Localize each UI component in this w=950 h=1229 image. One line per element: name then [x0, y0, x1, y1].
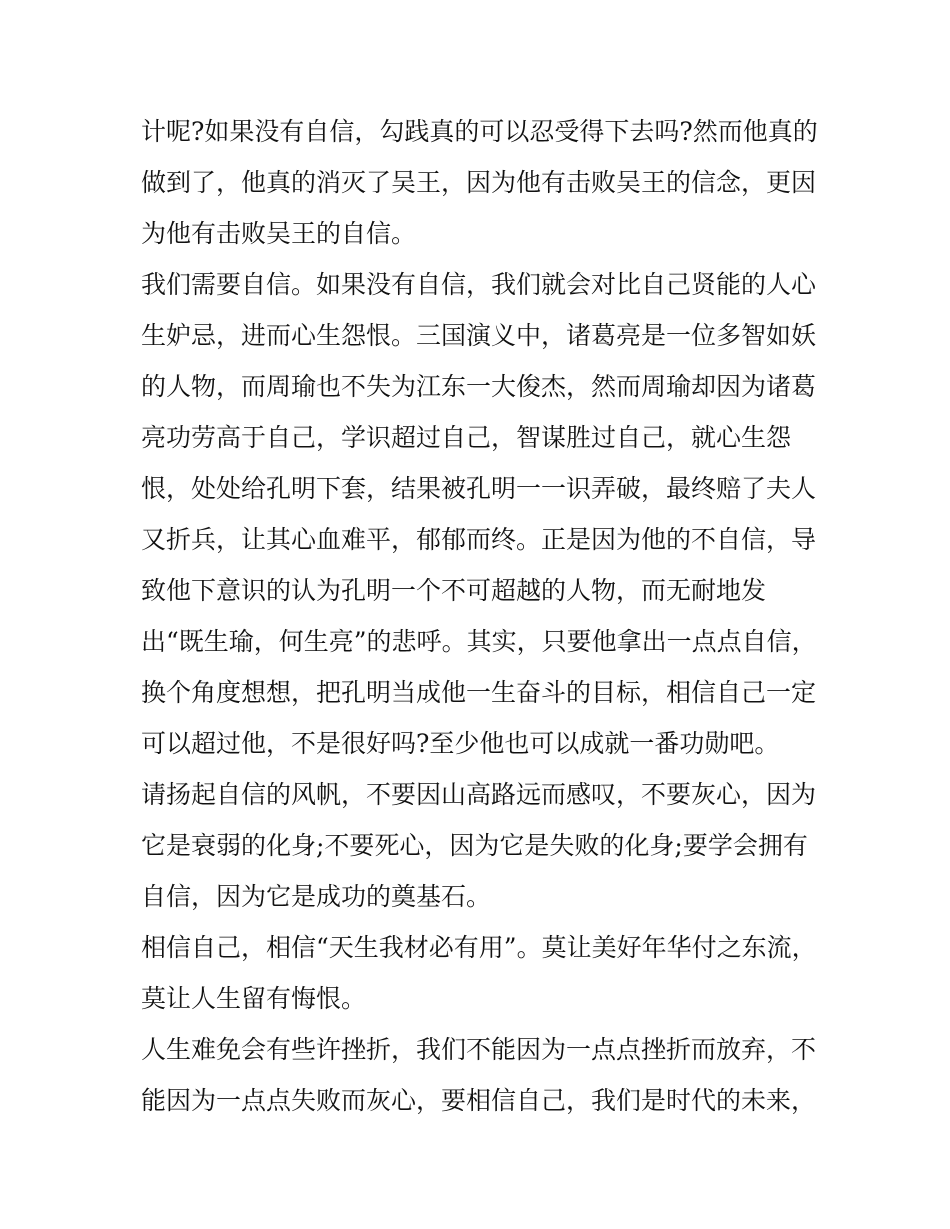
text-line: 亮功劳高于自己，学识超过自己，智谋胜过自己，就心生怨 [141, 423, 792, 452]
document-body [141, 106, 831, 1126]
text-line: 出“既生瑜，何生亮”的悲呼。其实，只要他拿出一点点自信， [141, 627, 817, 656]
text-line: 相信自己，相信“天生我材必有用”。莫让美好年华付之东流， [141, 933, 817, 962]
text-line: 恨，处处给孔明下套，结果被孔明一一识弄破，最终赔了夫人 [141, 474, 817, 503]
text-line: 的人物，而周瑜也不失为江东一大俊杰，然而周瑜却因为诸葛 [141, 372, 817, 401]
text-line: 换个角度想想，把孔明当成他一生奋斗的目标，相信自己一定 [141, 678, 817, 707]
text-line: 自信，因为它是成功的奠基石。 [141, 882, 492, 911]
text-line: 为他有击败吴王的自信。 [141, 219, 417, 248]
text-line: 能因为一点点失败而灰心，要相信自己，我们是时代的未来， [141, 1086, 817, 1115]
text-line: 我们需要自信。如果没有自信，我们就会对比自己贤能的人心 [141, 270, 817, 299]
text-line: 致他下意识的认为孔明一个不可超越的人物，而无耐地发 [141, 576, 767, 605]
text-line: 可以超过他，不是很好吗?至少他也可以成就一番功勋吧。 [141, 729, 780, 758]
text-line: 生妒忌，进而心生怨恨。三国演义中，诸葛亮是一位多智如妖 [141, 321, 817, 350]
text-line: 莫让人生留有悔恨。 [141, 984, 367, 1013]
text-line: 做到了，他真的消灭了吴王，因为他有击败吴王的信念，更因 [141, 168, 817, 197]
text-line: 又折兵，让其心血难平，郁郁而终。正是因为他的不自信，导 [141, 525, 817, 554]
text-line: 它是衰弱的化身;不要死心，因为它是失败的化身;要学会拥有 [141, 831, 808, 860]
text-line: 计呢?如果没有自信，勾践真的可以忍受得下去吗?然而他真的 [141, 117, 818, 146]
text-line: 人生难免会有些许挫折，我们不能因为一点点挫折而放弃，不 [141, 1035, 817, 1064]
text-line: 请扬起自信的风帆，不要因山高路远而感叹，不要灰心，因为 [141, 780, 817, 809]
